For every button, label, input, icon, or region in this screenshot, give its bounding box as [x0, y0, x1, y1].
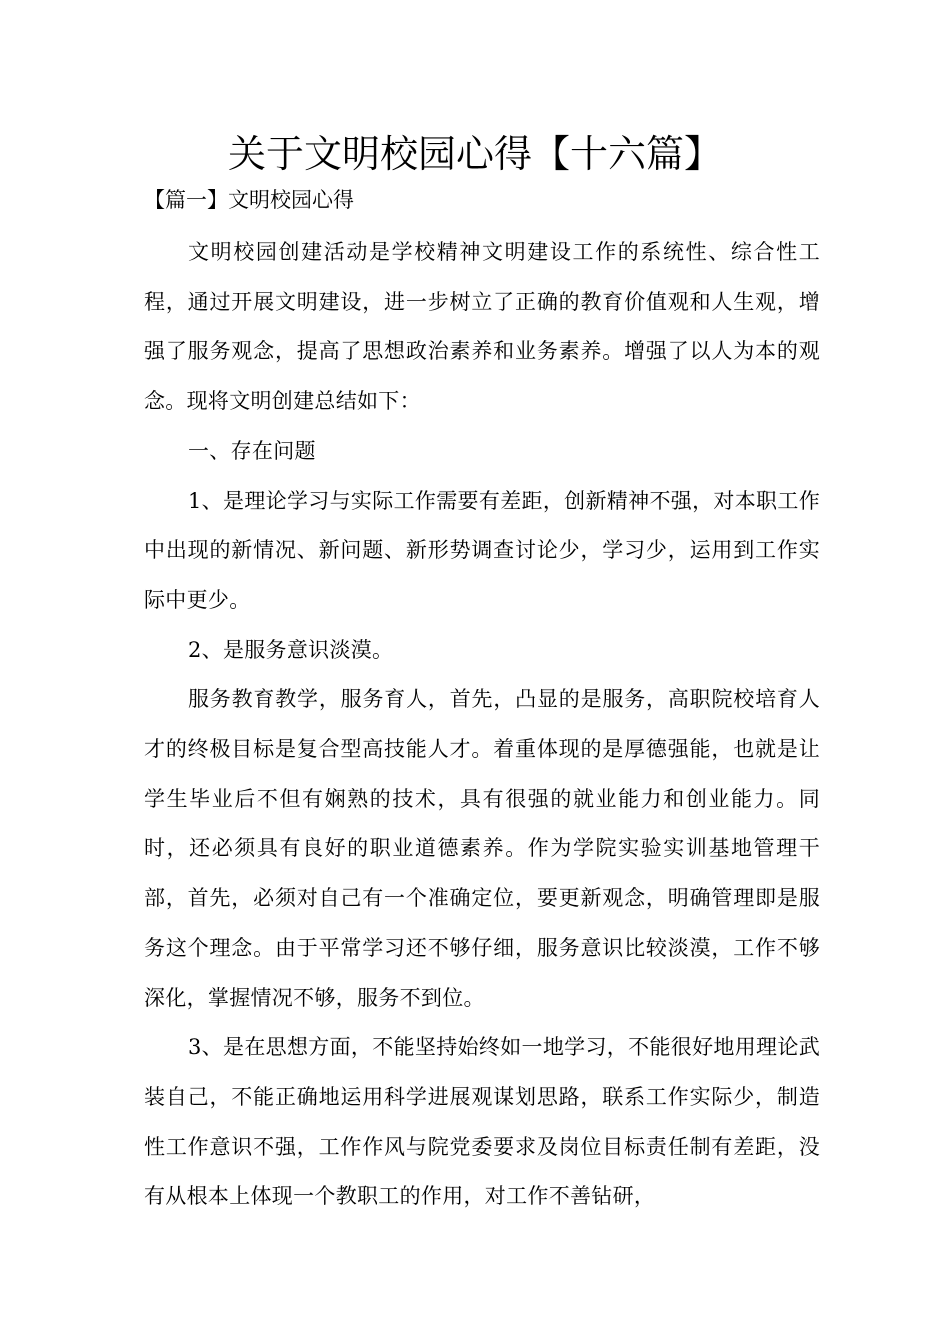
paragraph-point-2: 2、是服务意识淡漠。 [188, 637, 394, 662]
paragraph-intro: 文明校园创建活动是学校精神文明建设工作的系统性、综合性工程，通过开展文明建设，进一步树立了正确的教育价值观和人生观，增强了服务观念，提高了思想政治素养和业务素养。增强了以人为本的观念。现将文明创建总结如下： [144, 240, 820, 414]
paragraph-point-1: 1、是理论学习与实际工作需要有差距，创新精神不强，对本职工作中出现的新情况、新问题、新形势调查讨论少，学习少，运用到工作实际中更少。 [144, 488, 820, 612]
section-heading: 【篇一】文明校园心得 [144, 188, 354, 212]
document-title: 关于文明校园心得【十六篇】 [227, 132, 722, 176]
document-body [144, 228, 820, 1222]
paragraph-point-3: 3、是在思想方面，不能坚持始终如一地学习，不能很好地用理论武装自己，不能正确地运用科学进展观谋划思路，联系工作实际少，制造性工作意识不强，工作作风与院党委要求及岗位目标责任制有差距，没有从根本上体现一个教职工的作用，对工作不善钻研， [144, 1035, 820, 1209]
paragraph-service: 服务教育教学，服务育人，首先，凸显的是服务，高职院校培育人才的终极目标是复合型高技能人才。着重体现的是厚德强能，也就是让学生毕业后不但有娴熟的技术，具有很强的就业能力和创业能力。同时，还必须具有良好的职业道德素养。作为学院实验实训基地管理干部，首先，必须对自己有一个准确定位，要更新观念，明确管理即是服务这个理念。由于平常学习还不够仔细，服务意识比较淡漠，工作不够深化，掌握情况不够，服务不到位。 [144, 687, 820, 1010]
paragraph-problems-heading: 一、存在问题 [188, 438, 316, 463]
